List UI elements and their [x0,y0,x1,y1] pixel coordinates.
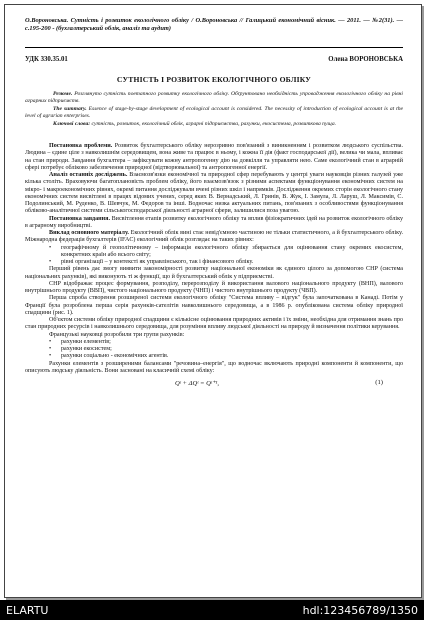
paragraph-problem [25,143,403,172]
list-item-text: рахунки елементів; [61,338,111,345]
analysis-text: Взаємозв'язки економічної та природної сфер перебувають у центрі уваги науковців різних галузей уже кілька століть. Враховуючи багатоплановість проблем обліку, його взаємозв'язок з різними аспектами функціонування економічних систем на мікро- і макроекономічних рівнях, окремі питання досліджували вчені різних шкіл і напрямків. Дослідження окремих сторін екологічного стану економічних систем висвітлені в працях відомих учених, серед яких В. Вернадський, Л. Гринів, В. Жук, І. Замула, Л. Ларуш, Л. Максимів, С. Подолинський, М. Руденко, В. Шевчук, М. Федоров та інші. Водночас низка актуальних питань, пов'язаних з особливостями функціонування обліково-аналітичної системи сільськогосподарської діяльності аграрної сфери, залишилися поза увагою. [25,172,403,215]
list-item [25,259,403,266]
paragraph: Французькі науковці розробили три групи рахунків: [49,331,185,338]
task-text: Висвітлення етапів розвитку екологічного обліку та вплив фізіократичних ідей на розвиток екологічного обліку в аграрному виробництві. [25,215,403,229]
main-text: Екологічний облік вині стає невід'ємною частиною не тільки статистичного, а й бухгалтерського обліку. Міжнародна федерація бухгалтерів (IFAC) екологічний облік розглядає на таких рівнях: [25,230,404,244]
citation-header: О.Вороновська. Сутність і розвиток екологічного обліку / О.Вороновська // Галицький економічний вісник. — 2011. — №2(31). — с.195-200 - (бухгалтерський облік, аналіз та аудит) [25,17,403,33]
abstract-ua [25,91,403,105]
abstract-en [25,106,403,120]
problem-text: Розвиток бухгалтерського обліку нерозривно пов'язаний з виникненням і розвитком людського суспільства. Людина – єдине ціле з навколишнім середовищем, вона живе та працює в ньому, і кожна її дія (факт господарської дії), велика чи мала, впливає на стан природи. Завдання бухгалтера – зафіксувати кожну антропогенну дію на довкілля та управляти нею. Саме екологічний стан в аграрній сфері потребує обліково забезпечення природної (відтворювальної) та антропогенної енергії. [25,143,403,171]
keywords [25,121,403,128]
author-name: Олена ВОРОНОВСЬКА [328,56,403,63]
formula-number: (1) [375,379,383,386]
paragraph: СНР відображає процес формування, розподілу, перерозподілу й використання валового національного продукту (ВНП), валового внутрішнього продукту (ВВП), чистого національного продукту (ЧНП) і чистого внутрішнього продукту (ЧВП). [25,280,403,294]
formula-expression: Qᵗ + ΔQᵗ = Qᵗ⁺¹, [175,380,220,387]
repository-label: ELARTU [6,604,49,617]
paragraph: Перша спроба створення розширеної системи екологічного обліку "Система впливу – відгук" була започаткована в Канаді. Потім у Франції була розроблена перша серія рахунків-сателітів навколишнього середовища, а в 1986 р. опублікована система обліку природної спадщини (рис. 1). [25,295,403,316]
paragraph: Рахунки елементів з розширеними балансами "речовина–енергія", що водночас включають природні компоненти й компоненти, що описують людську діяльність. Вони засновані на класичній схемі обліку: [25,360,403,374]
list-item [25,245,403,260]
document-page[interactable] [4,4,422,598]
list-item-text: рівні організації – у контексті як управлінського, так і фінансового обліку. [61,259,254,265]
list-item [25,346,403,353]
keywords-text: сутність, розвиток, екологічний облік, аграрні підприємства, рахунки, екосистема, розвиткова пуща. [90,121,337,127]
list-item [25,339,403,346]
bullet-icon: • [49,338,52,345]
abstract-ua-label: Резюме. [53,91,73,97]
bullet-icon: • [49,259,52,265]
paragraph: Об'єктом системи обліку природної спадщини є кількісне оцінювання природних активів і їх зміни, необхідна для отримання знань про стан природних ресурсів і навколишнього середовища, для розуміння впливу людської діяльності на природу й визначення політики керування. [25,317,403,331]
paragraph-task [25,216,403,231]
header-rule [25,47,403,48]
analysis-heading: Аналіз останніх досліджень. [49,172,128,178]
bullet-icon: • [49,244,52,251]
formula [25,378,403,390]
bullet-icon: • [49,353,52,360]
keywords-label: Ключові слова: [53,121,91,127]
bullet-icon: • [49,346,52,352]
paragraph: Перший рівень дає змогу виявити закономірності розвитку національної економіки як єдиного цілого за допомогою СНР (система національних рахунків), які виконують ті ж функції, що й бухгалтерський облік у підприємстві. [25,266,403,280]
abstract-ua-text: Розглянуто сутність поетапного розвитку екологічного обліку. Обґрунтовано необхідність упровадження екологічного обліку на рівні аграрних підприємств. [25,91,403,105]
main-heading: Виклад основного матеріалу. [49,230,129,236]
list-item-text: рахунки екосистем; [61,346,112,352]
paragraph-analysis [25,172,403,216]
abstract-en-text: Essence of stage-by-stage development of ecological account is considered. The necessity of introduction of ecological account is at the level of agrarian enterprises. [25,106,403,120]
problem-heading: Постановка проблеми. [49,143,113,149]
udk-code: УДК 330.35.01 [25,56,68,63]
list-item-text: рахунки соціально - економічних агентів. [61,353,169,360]
list-item [25,353,403,360]
task-heading: Постановка завдання. [49,215,110,222]
status-bar [0,600,424,620]
article-body [25,143,403,390]
handle-identifier[interactable]: hdl:123456789/1350 [302,604,418,617]
abstract-en-label: The summary. [53,106,87,112]
paragraph-main [25,230,403,245]
article-title: СУТНІСТЬ І РОЗВИТОК ЕКОЛОГІЧНОГО ОБЛІКУ [116,75,312,84]
list-item-text: географічному й геополітичному – інформація екологічного обліку збирається для оцінювання стану окремих екосистем, конкретних країн або всього світу; [61,244,403,258]
